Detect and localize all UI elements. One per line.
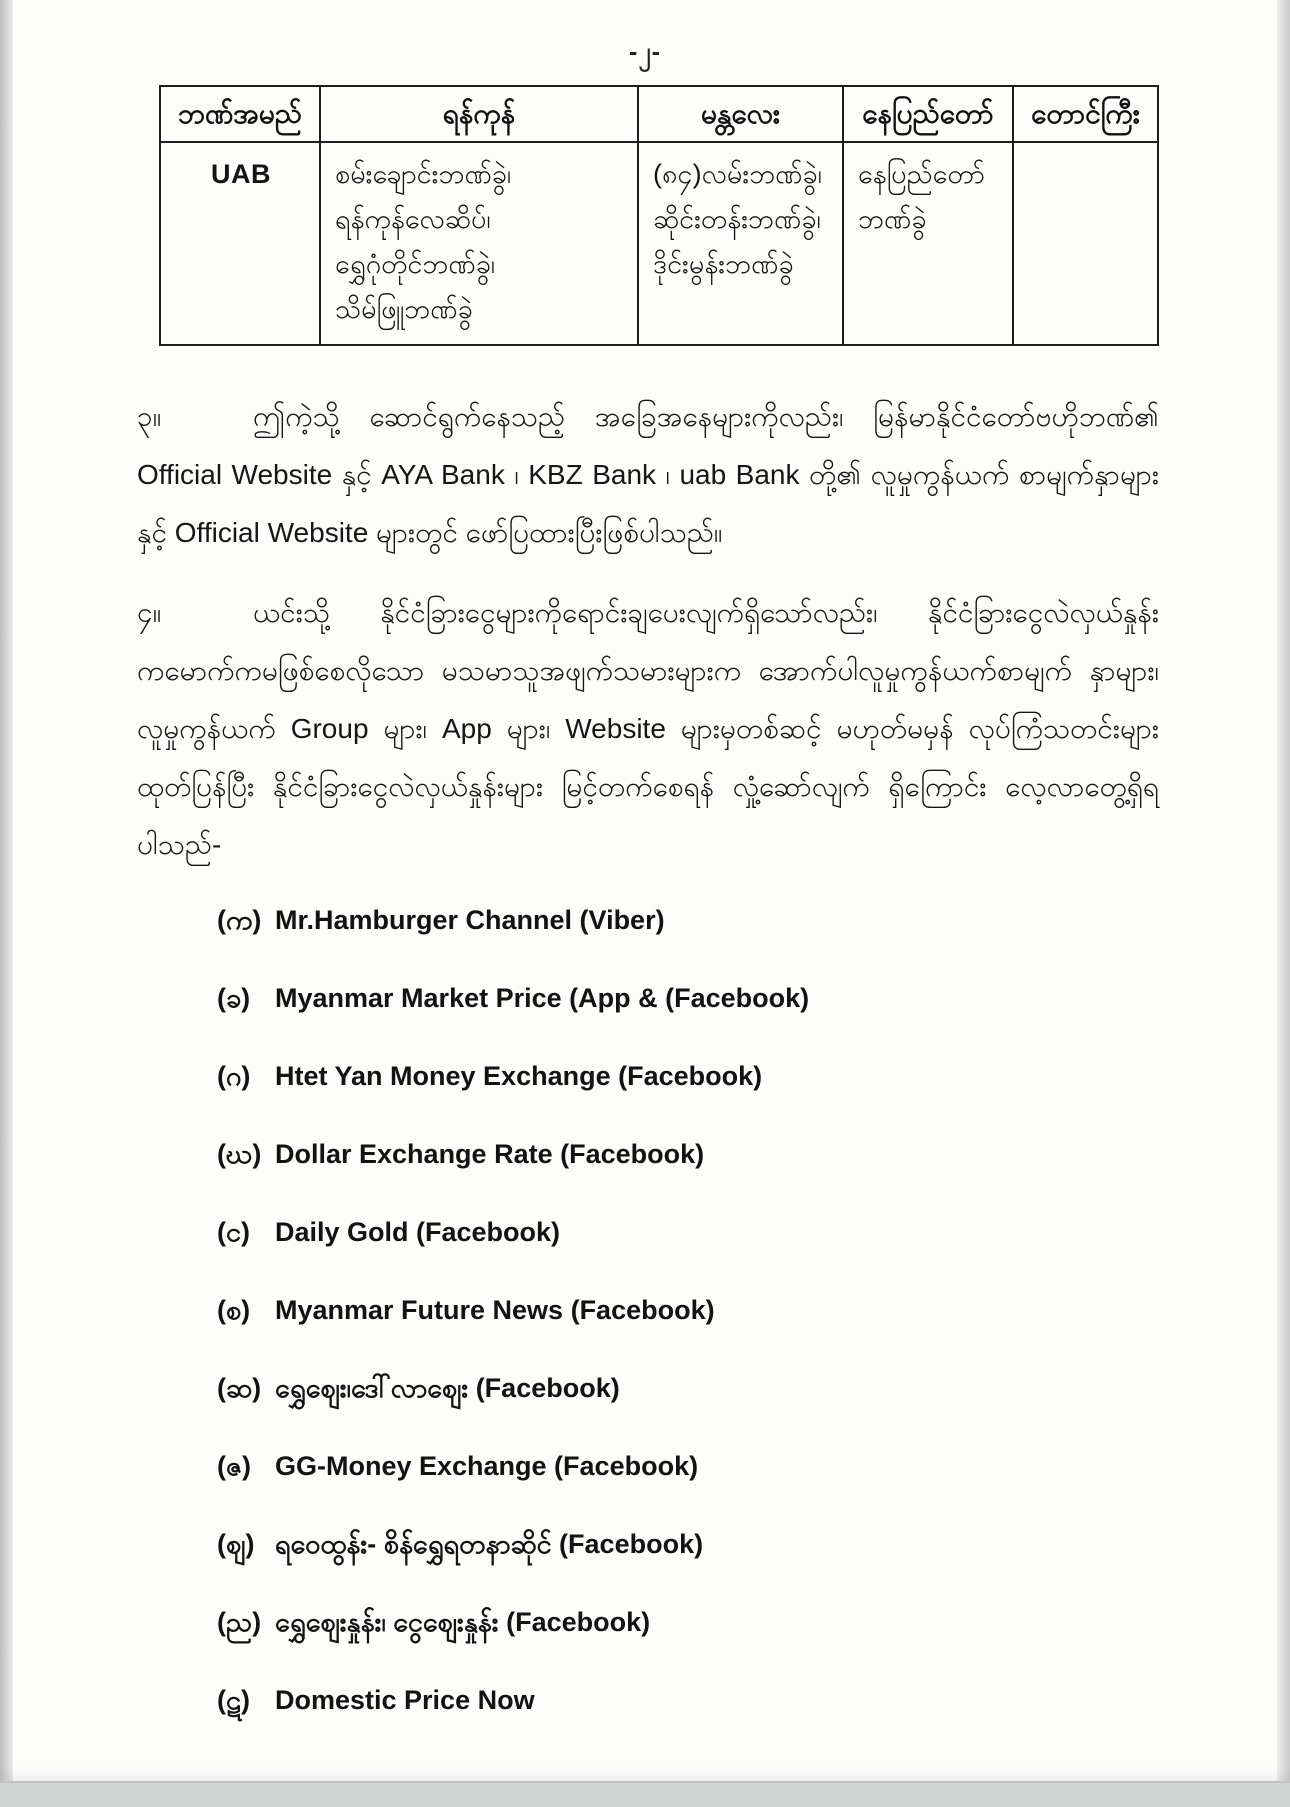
list-item bbox=[217, 1450, 1159, 1482]
cell-bank-name: UAB bbox=[160, 142, 320, 345]
branch-line: စမ်းချောင်းဘဏ်ခွဲ၊ bbox=[335, 159, 512, 189]
list-item-name: Domestic Price Now bbox=[275, 1685, 535, 1715]
list-item bbox=[217, 1060, 1159, 1092]
branch-line: ဒိုင်းမွန်းဘဏ်ခွဲ bbox=[653, 249, 794, 279]
scan-edge-right bbox=[1277, 0, 1290, 1807]
list-item-name: Mr.Hamburger Channel (Viber) bbox=[275, 905, 665, 935]
branch-line: ရန်ကုန်လေဆိပ်၊ bbox=[335, 204, 491, 234]
list-item bbox=[217, 1294, 1159, 1326]
list-item bbox=[217, 1372, 1159, 1404]
scan-edge-left bbox=[0, 0, 13, 1807]
list-item-name: Myanmar Future News (Facebook) bbox=[275, 1295, 715, 1325]
bank-branch-table bbox=[159, 85, 1159, 346]
cell-naypyitaw-branches bbox=[843, 142, 1013, 345]
list-item-label: (စျ) bbox=[217, 1529, 255, 1559]
column-header-bank-name: ဘဏ်အမည် bbox=[160, 86, 320, 142]
channel-list bbox=[137, 904, 1159, 1716]
branch-line: (၈၄)လမ်းဘဏ်ခွဲ၊ bbox=[653, 159, 822, 189]
table-row-uab bbox=[160, 142, 1158, 345]
branch-line: ဘဏ်ခွဲ bbox=[858, 204, 927, 234]
list-item-name: Dollar Exchange Rate (Facebook) bbox=[275, 1139, 705, 1169]
branch-line: နေပြည်တော် bbox=[858, 159, 985, 189]
table-header-row bbox=[160, 86, 1158, 142]
paragraph-4-text: ယင်းသို့ နိုင်ငံခြားငွေများကိုရောင်းချပေးလျက်ရှိသော်လည်း၊ နိုင်ငံခြားငွေလဲလှယ်နှုန်း ကမောက်ကမဖြစ်စေလိုသော မသမာသူအဖျက်သမားများက အောက်ပါလူမှုကွန်ယက်စာမျက် နှာများ၊ လူမှုကွန်ယက် Group များ၊ App များ၊ Website များမှတစ်ဆင့် မဟုတ်မမှန် လုပ်ကြံသတင်းများ ထုတ်ပြန်ပြီး နိုင်ငံခြားငွေလဲလှယ်နှုန်းများ မြင့်တက်စေရန် လှုံ့ဆော်လျက် ရှိကြောင်း လေ့လာတွေ့ရှိရပါသည်- bbox=[137, 597, 1159, 860]
cell-taunggyi-branches bbox=[1013, 142, 1158, 345]
paragraph-3 bbox=[137, 388, 1159, 562]
cell-mandalay-branches bbox=[638, 142, 843, 345]
list-item bbox=[217, 1138, 1159, 1170]
list-item-label: (ခ) bbox=[217, 983, 251, 1013]
list-item bbox=[217, 1216, 1159, 1248]
list-item-name: ရွှေစျေး၊ဒေါ်လာစျေး (Facebook) bbox=[275, 1373, 620, 1403]
branch-line: ရွှေဂုံတိုင်ဘဏ်ခွဲ၊ bbox=[335, 249, 496, 279]
list-item bbox=[217, 1684, 1159, 1716]
document-content bbox=[137, 85, 1159, 1716]
column-header-taunggyi: တောင်ကြီး bbox=[1013, 86, 1158, 142]
scan-edge-bottom bbox=[0, 1781, 1290, 1807]
list-item bbox=[217, 1606, 1159, 1638]
list-item-label: (ဇ) bbox=[217, 1451, 252, 1481]
list-item-name: Myanmar Market Price (App & (Facebook) bbox=[275, 983, 810, 1013]
list-item-name: Htet Yan Money Exchange (Facebook) bbox=[275, 1061, 763, 1091]
list-item-label: (ဃ) bbox=[217, 1139, 262, 1169]
page-number: -၂- bbox=[629, 38, 661, 66]
list-item-label: (ဆ) bbox=[217, 1373, 262, 1403]
list-item-label: (ဂ) bbox=[217, 1061, 251, 1091]
cell-yangon-branches bbox=[320, 142, 638, 345]
list-item-name: Daily Gold (Facebook) bbox=[275, 1217, 561, 1247]
branch-line: ဆိုင်းတန်းဘဏ်ခွဲ၊ bbox=[653, 204, 821, 234]
column-header-yangon: ရန်ကုန် bbox=[320, 86, 638, 142]
list-item-name: GG-Money Exchange (Facebook) bbox=[275, 1451, 699, 1481]
paragraph-4-number: ၄။ bbox=[137, 597, 162, 628]
list-item bbox=[217, 904, 1159, 936]
list-item-label: (ည) bbox=[217, 1607, 262, 1637]
list-item-label: (ဋ) bbox=[217, 1685, 250, 1715]
list-item bbox=[217, 1528, 1159, 1560]
list-item-label: (စ) bbox=[217, 1295, 251, 1325]
list-item-label: (က) bbox=[217, 905, 262, 935]
list-item-name: ရဝေထွန်း- စိန်ရွှေရတနာဆိုင် (Facebook) bbox=[275, 1529, 704, 1559]
column-header-naypyitaw: နေပြည်တော် bbox=[843, 86, 1013, 142]
branch-line: သိမ်ဖြူဘဏ်ခွဲ bbox=[335, 294, 473, 324]
list-item-label: (င) bbox=[217, 1217, 250, 1247]
paragraph-3-number: ၃။ bbox=[137, 401, 162, 432]
list-item-name: ရွှေစျေးနှုန်း၊ ငွေစျေးနှုန်း (Facebook) bbox=[275, 1607, 651, 1637]
list-item bbox=[217, 982, 1159, 1014]
paragraph-4 bbox=[137, 584, 1159, 874]
paragraph-3-text: ဤကဲ့သို့ ဆောင်ရွက်နေသည့် အခြေအနေများကိုလည်း၊ မြန်မာနိုင်ငံတော်ဗဟိုဘဏ်၏ Official Website နှင့် AYA Bank ၊ KBZ Bank ၊ uab Bank တို့၏ လူမှုကွန်ယက် စာမျက်နှာများနှင့် Official Website များတွင် ဖော်ပြထားပြီးဖြစ်ပါသည်။ bbox=[137, 401, 1159, 548]
column-header-mandalay: မန္တလေး bbox=[638, 86, 843, 142]
